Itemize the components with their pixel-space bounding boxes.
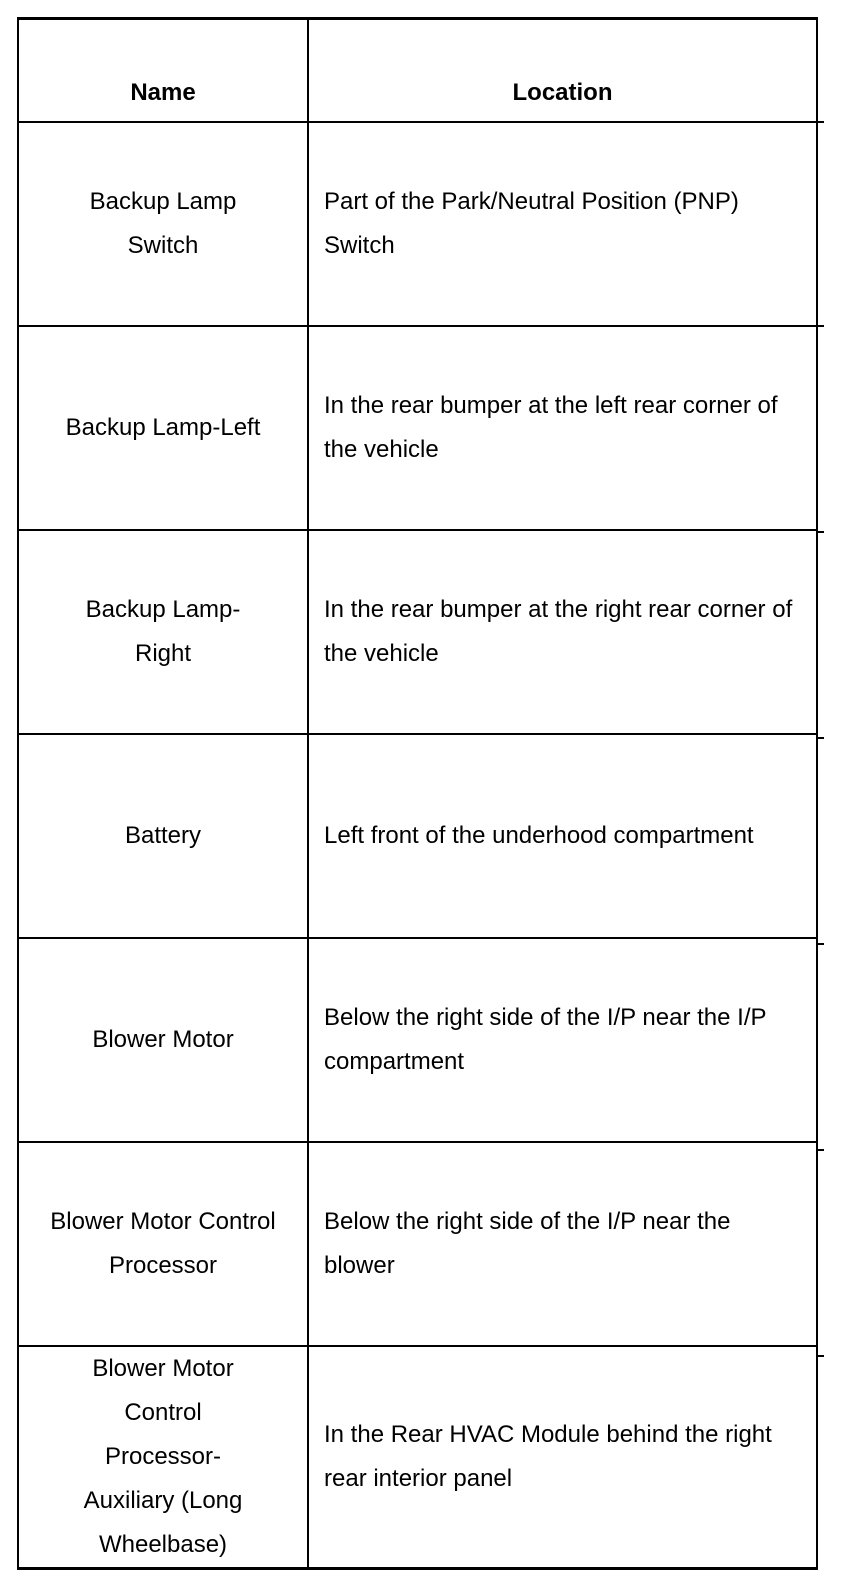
table-row xyxy=(18,1142,817,1346)
row-divider-tick xyxy=(818,1355,824,1357)
cell-name: Backup Lamp-Left xyxy=(18,326,308,530)
cell-name: Backup Lamp Switch xyxy=(18,122,308,326)
cell-name: Backup Lamp-Right xyxy=(18,530,308,734)
header-location: Location xyxy=(308,19,817,122)
cell-location: Below the right side of the I/P near the blower xyxy=(308,1142,817,1346)
row-divider-tick xyxy=(818,737,824,739)
cell-name: Blower Motor xyxy=(18,938,308,1142)
row-divider-tick xyxy=(818,121,824,123)
row-divider-tick xyxy=(818,1149,824,1151)
cell-name: Blower Motor Control Processor-Auxiliary (Long Wheelbase) xyxy=(18,1346,308,1569)
cell-location: Part of the Park/Neutral Position (PNP) Switch xyxy=(308,122,817,326)
cell-location: In the Rear HVAC Module behind the right rear interior panel xyxy=(308,1346,817,1569)
cell-name: Blower Motor Control Processor xyxy=(18,1142,308,1346)
cell-location: In the rear bumper at the left rear corner of the vehicle xyxy=(308,326,817,530)
component-location-table xyxy=(17,17,818,1570)
cell-location: Left front of the underhood compartment xyxy=(308,734,817,938)
row-divider-tick xyxy=(818,531,824,533)
row-divider-tick xyxy=(818,943,824,945)
row-divider-tick xyxy=(818,325,824,327)
cell-name: Battery xyxy=(18,734,308,938)
cell-location: In the rear bumper at the right rear corner of the vehicle xyxy=(308,530,817,734)
table-row xyxy=(18,938,817,1142)
header-name: Name xyxy=(18,19,308,122)
cell-location: Below the right side of the I/P near the I/P compartment xyxy=(308,938,817,1142)
table-row xyxy=(18,1346,817,1569)
table-row xyxy=(18,734,817,938)
table-row xyxy=(18,530,817,734)
header-row xyxy=(18,19,817,122)
table-row xyxy=(18,326,817,530)
table-row xyxy=(18,122,817,326)
